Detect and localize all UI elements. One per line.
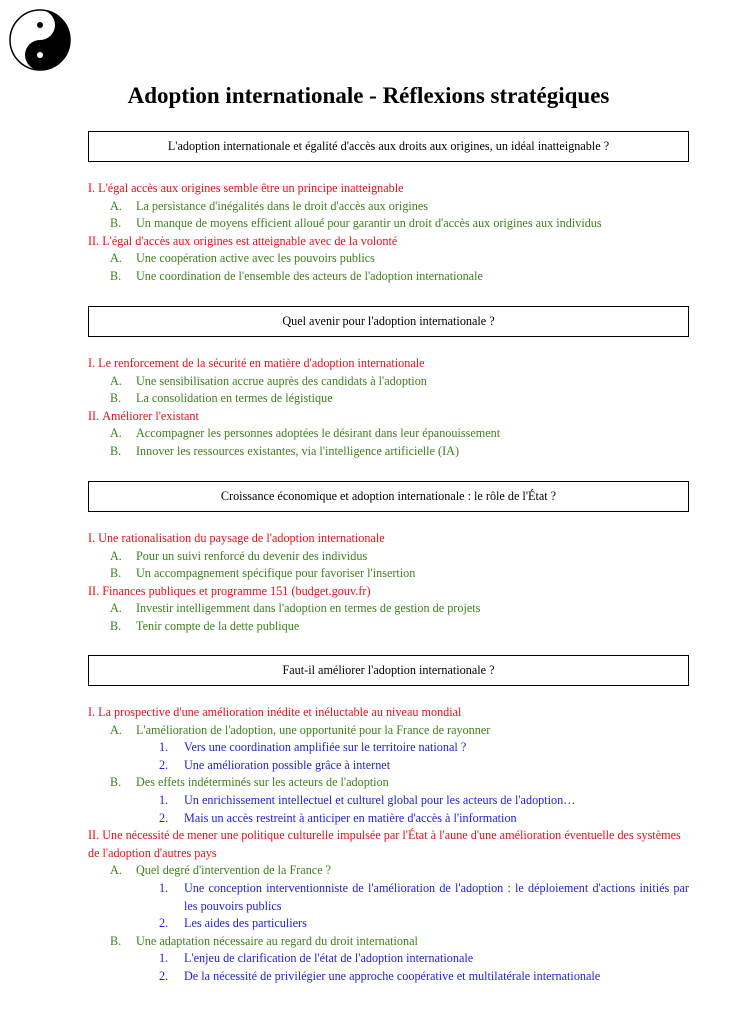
- item-letter: A.: [110, 373, 122, 388]
- section-heading-box: [88, 481, 689, 512]
- subitem-number: 2.: [159, 757, 169, 772]
- outline-item: [88, 548, 689, 566]
- item-letter: B.: [110, 618, 122, 633]
- page-title: Adoption internationale - Réflexions stratégiques: [127, 83, 610, 108]
- subitem-title: Vers une coordination amplifiée sur le territoire national ?: [184, 740, 467, 755]
- section-outline: [88, 180, 689, 286]
- section-heading-box: [88, 655, 689, 686]
- outline-item: [88, 268, 689, 286]
- item-title: Une adaptation nécessaire au regard du droit international: [136, 933, 418, 948]
- outline-subitem: [88, 915, 689, 933]
- subitem-number: 1.: [159, 740, 169, 755]
- item-title: Une coordination de l'ensemble des acteurs de l'adoption internationale: [136, 268, 483, 283]
- part-number: I.: [88, 705, 96, 719]
- outline-part: [88, 408, 689, 426]
- item-letter: A.: [110, 198, 122, 213]
- section-outline: [88, 355, 689, 461]
- item-title: Tenir compte de la dette publique: [136, 618, 300, 633]
- item-letter: A.: [110, 863, 122, 878]
- part-number: II.: [88, 828, 100, 843]
- item-title: Des effets indéterminés sur les acteurs de l'adoption: [136, 775, 389, 790]
- subitem-number: 2.: [159, 968, 169, 983]
- item-letter: B.: [110, 775, 122, 790]
- item-letter: A.: [110, 426, 122, 441]
- subitem-title: Mais un accès restreint à anticiper en matière d'accès à l'information: [184, 810, 517, 825]
- outline-item: [88, 390, 689, 408]
- outline-item: [88, 373, 689, 391]
- section-outline: [88, 530, 689, 636]
- item-title: Une coopération active avec les pouvoirs publics: [136, 251, 375, 266]
- section-1: [88, 131, 689, 286]
- section-heading: L'adoption internationale et égalité d'accès aux droits aux origines, un idéal inatteignable ?: [167, 139, 610, 153]
- outline-item: [88, 862, 689, 880]
- part-number: II.: [88, 408, 100, 423]
- item-letter: B.: [110, 933, 122, 948]
- outline-item: [88, 565, 689, 583]
- outline-subitem: [88, 950, 689, 968]
- subitem-number: 1.: [159, 880, 169, 895]
- outline-subitem: [88, 792, 689, 810]
- part-title: L'égal accès aux origines semble être un principe inatteignable: [98, 181, 404, 195]
- part-title-wrapped: [88, 827, 689, 862]
- outline-item: [88, 443, 689, 461]
- item-title: Un accompagnement spécifique pour favoriser l'insertion: [136, 566, 416, 581]
- part-title: Le renforcement de la sécurité en matière d'adoption internationale: [98, 356, 425, 370]
- outline-item: [88, 774, 689, 792]
- subitem-number: 2.: [159, 916, 169, 931]
- subitem-title: Les aides des particuliers: [184, 916, 307, 931]
- part-title: L'égal d'accès aux origines est atteignable avec de la volonté: [102, 233, 398, 248]
- subitem-number: 1.: [159, 792, 169, 807]
- outline-part: [88, 233, 689, 251]
- outline-item: [88, 618, 689, 636]
- outline-item: [88, 600, 689, 618]
- yin-yang-logo: [8, 8, 72, 72]
- outline-item: [88, 250, 689, 268]
- item-title: Investir intelligemment dans l'adoption en termes de gestion de projets: [136, 601, 481, 616]
- part-title: Finances publiques et programme 151 (budget.gouv.fr): [102, 583, 371, 598]
- subitem-number: 2.: [159, 810, 169, 825]
- outline-item: [88, 198, 689, 216]
- outline-part: [88, 180, 689, 198]
- outline-part: [88, 530, 689, 548]
- item-title: Une sensibilisation accrue auprès des candidats à l'adoption: [136, 373, 427, 388]
- part-title: La prospective d'une amélioration inédite et inéluctable au niveau mondial: [98, 705, 462, 719]
- item-title: Accompagner les personnes adoptées le désirant dans leur épanouissement: [136, 426, 501, 441]
- item-letter: B.: [110, 216, 122, 231]
- outline-part: [88, 355, 689, 373]
- item-title: La consolidation en termes de légistique: [136, 391, 333, 406]
- part-title: Une nécessité de mener une politique culturelle impulsée par l'État à l'aune d'une amélioration éventuelle des systèmes de l'adoption d'autres pays: [88, 828, 681, 860]
- section-2: [88, 306, 689, 461]
- item-letter: A.: [110, 548, 122, 563]
- subitem-title: Une amélioration possible grâce à internet: [184, 757, 391, 772]
- item-title: Un manque de moyens efficient alloué pour garantir un droit d'accès aux origines aux individus: [136, 216, 602, 231]
- section-heading-box: [88, 131, 689, 162]
- section-heading: Faut-il améliorer l'adoption internationale ?: [282, 663, 495, 677]
- outline-item: [88, 215, 689, 233]
- outline-part: [88, 827, 689, 862]
- part-title: Améliorer l'existant: [102, 408, 199, 423]
- outline-item: [88, 722, 689, 740]
- item-title: La persistance d'inégalités dans le droit d'accès aux origines: [136, 198, 429, 213]
- item-letter: A.: [110, 601, 122, 616]
- item-letter: B.: [110, 443, 122, 458]
- item-title: Quel degré d'intervention de la France ?: [136, 863, 332, 878]
- section-heading-box: [88, 306, 689, 337]
- item-letter: B.: [110, 268, 122, 283]
- section-heading: Quel avenir pour l'adoption internationale ?: [282, 314, 495, 328]
- part-number: II.: [88, 233, 100, 248]
- item-title: Pour un suivi renforcé du devenir des individus: [136, 548, 368, 563]
- section-outline: [88, 704, 689, 986]
- item-title: Innover les ressources existantes, via l'intelligence artificielle (IA): [136, 443, 460, 458]
- part-title: Une rationalisation du paysage de l'adoption internationale: [98, 531, 385, 545]
- outline-item: [88, 933, 689, 951]
- item-letter: B.: [110, 566, 122, 581]
- item-letter: A.: [110, 722, 122, 737]
- outline-part: [88, 583, 689, 601]
- section-heading: Croissance économique et adoption internationale : le rôle de l'État ?: [220, 489, 557, 503]
- subitem-title: L'enjeu de clarification de l'état de l'adoption internationale: [184, 951, 474, 966]
- outline-item: [88, 425, 689, 443]
- item-letter: B.: [110, 391, 122, 406]
- outline-subitem: [88, 810, 689, 828]
- subitem-number: 1.: [159, 951, 169, 966]
- section-3: [88, 481, 689, 636]
- outline-subitem: [88, 757, 689, 775]
- subitem-title: Un enrichissement intellectuel et culturel global pour les acteurs de l'adoption…: [184, 792, 576, 807]
- item-title: L'amélioration de l'adoption, une opportunité pour la France de rayonner: [136, 722, 491, 737]
- subitem-title: De la nécessité de privilégier une approche coopérative et multilatérale internationale: [184, 968, 601, 983]
- outline-part: [88, 704, 689, 722]
- subitem-title: Une conception interventionniste de l'amélioration de l'adoption : le déploiement d'actions initiés par les pouvoirs publics: [184, 880, 689, 913]
- item-letter: A.: [110, 251, 122, 266]
- part-number: I.: [88, 531, 96, 545]
- part-number: II.: [88, 583, 100, 598]
- outline-subitem: [88, 739, 689, 757]
- outline-subitem: [88, 880, 689, 915]
- section-4: [88, 655, 689, 986]
- outline-subitem: [88, 968, 689, 986]
- yin-yang-icon: [8, 8, 72, 72]
- part-number: I.: [88, 356, 96, 370]
- part-number: I.: [88, 181, 96, 195]
